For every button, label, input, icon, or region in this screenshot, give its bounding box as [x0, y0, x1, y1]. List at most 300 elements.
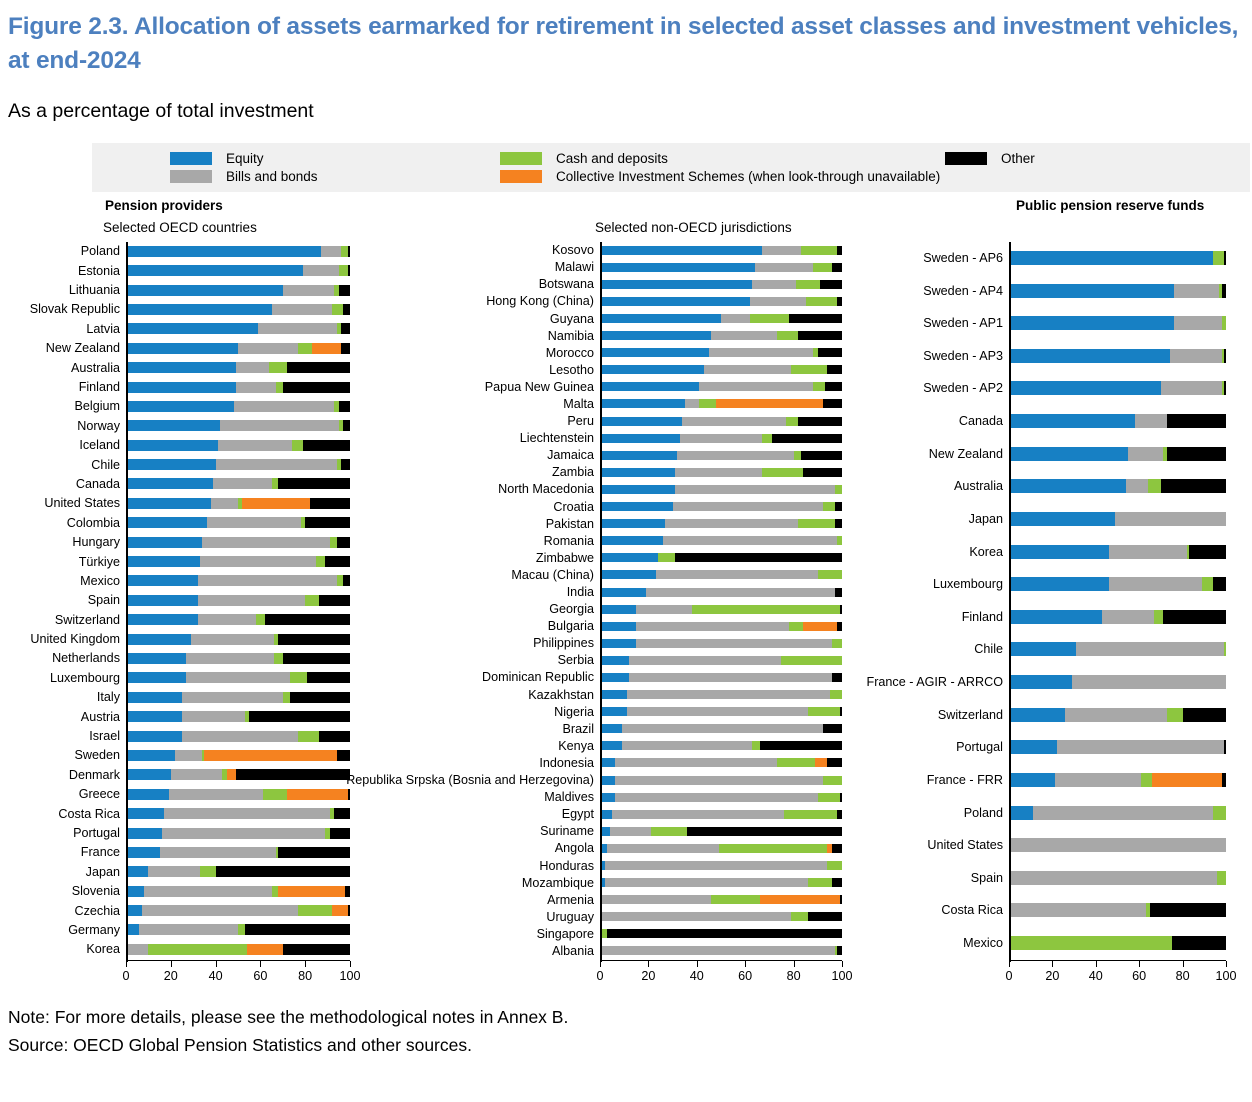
bar-segment-equity [600, 707, 627, 716]
bar-segment-equity [126, 556, 200, 567]
bar-row [350, 602, 842, 617]
category-label: Portugal [73, 826, 120, 840]
bar-segment-equity [126, 769, 171, 780]
legend [92, 143, 1250, 192]
bar-segment-other [798, 331, 842, 340]
bar-segment-bills-and-bonds [202, 537, 330, 548]
bar-row [842, 381, 1226, 396]
bar-segment-cash-and-deposits [1222, 316, 1226, 330]
bar-row [30, 942, 350, 957]
bar-track [126, 886, 350, 897]
bar-segment-equity [1009, 610, 1102, 624]
bar-row [30, 690, 350, 705]
bar-segment-cash-and-deposits [813, 263, 832, 272]
bar-segment-bills-and-bonds [1102, 610, 1154, 624]
bar-segment-bills-and-bonds [1109, 545, 1187, 559]
legend-item-bills-and-bonds [170, 169, 500, 184]
bar-row [842, 577, 1226, 592]
bar-track [600, 570, 842, 579]
category-label: Netherlands [52, 651, 120, 666]
bar-track [126, 828, 350, 839]
legend-label: Collective Investment Schemes (when look-through unavailable) [556, 169, 941, 185]
category-label: Switzerland [937, 707, 1003, 722]
category-label: Slovenia [71, 884, 120, 899]
bar-segment-cash-and-deposits [298, 343, 311, 354]
bar-segment-cash-and-deposits [827, 861, 842, 870]
bar-segment-cis [716, 399, 822, 408]
x-axis [1009, 960, 1226, 967]
bar-segment-other [1150, 903, 1226, 917]
bar-track [1009, 642, 1226, 656]
legend-label: Other [1001, 151, 1035, 167]
bar-segment-bills-and-bonds [144, 886, 272, 897]
bar-segment-cash-and-deposits [316, 556, 325, 567]
bar-segment-bills-and-bonds [615, 758, 777, 767]
x-tick-label: 80 [1175, 968, 1190, 983]
bar-segment-equity [126, 304, 272, 315]
bar-segment-bills-and-bonds [207, 517, 301, 528]
bar-track [1009, 871, 1226, 885]
category-label: Korea [969, 544, 1003, 559]
bar-track [600, 297, 842, 306]
bar-segment-equity [1009, 447, 1128, 461]
note-text: Note: For more details, please see the methodological notes in Annex B. [8, 1006, 569, 1027]
bar-segment-bills-and-bonds [186, 672, 289, 683]
category-label: Namibia [547, 328, 594, 343]
legend-swatch-equity [170, 152, 212, 165]
category-label: Canada [75, 476, 120, 491]
bar-segment-bills-and-bonds [1109, 577, 1202, 591]
bar-segment-bills-and-bonds [218, 440, 292, 451]
bar-segment-bills-and-bonds [755, 263, 813, 272]
bar-segment-other [341, 343, 350, 354]
bar-segment-equity [600, 434, 680, 443]
bar-segment-cash-and-deposits [796, 280, 820, 289]
bar-segment-other [278, 478, 350, 489]
bar-row [30, 360, 350, 375]
category-label: Zimbabwe [535, 550, 594, 565]
bar-segment-other [283, 382, 350, 393]
bar-segment-other [835, 502, 842, 511]
category-label: Serbia [557, 653, 594, 668]
bar-segment-equity [1009, 740, 1057, 754]
category-label: Costa Rica [941, 903, 1003, 918]
bar-segment-other [303, 440, 350, 451]
bar-row [842, 740, 1226, 755]
bar-segment-bills-and-bonds [200, 556, 316, 567]
category-label: New Zealand [928, 446, 1003, 461]
category-label: Mexico [963, 936, 1003, 951]
bar-segment-bills-and-bonds [709, 348, 813, 357]
bar-row [842, 544, 1226, 559]
bar-segment-bills-and-bonds [711, 331, 776, 340]
bar-track [126, 498, 350, 509]
category-label: Denmark [68, 767, 120, 782]
category-label: Estonia [77, 263, 120, 278]
bar-segment-bills-and-bonds [186, 653, 273, 664]
bar-track [126, 847, 350, 858]
category-label: Georgia [549, 602, 594, 617]
bar-track [1009, 284, 1226, 298]
bar-segment-cash-and-deposits [339, 265, 348, 276]
bar-segment-equity [600, 793, 615, 802]
bar-segment-equity [126, 498, 211, 509]
bar-segment-cash-and-deposits [777, 758, 816, 767]
bar-row [30, 535, 350, 550]
bar-track [126, 769, 350, 780]
bar-segment-equity [126, 537, 202, 548]
bar-row [350, 738, 842, 753]
bar-segment-cash-and-deposits [699, 399, 716, 408]
bar-segment-other [325, 556, 350, 567]
bar-segment-equity [1009, 349, 1170, 363]
bar-segment-other [249, 711, 350, 722]
category-label: Canada [958, 414, 1003, 429]
bar-segment-bills-and-bonds [258, 323, 336, 334]
bar-segment-bills-and-bonds [636, 605, 692, 614]
bar-track [1009, 936, 1226, 950]
bar-segment-other [287, 362, 350, 373]
bar-row [350, 892, 842, 907]
bar-segment-other [827, 758, 842, 767]
bar-row [350, 636, 842, 651]
bar-segment-equity [600, 502, 673, 511]
category-label: United Kingdom [30, 632, 120, 647]
bar-track [600, 314, 842, 323]
bar-segment-equity [126, 575, 198, 586]
category-label: Kenya [558, 738, 594, 753]
bar-segment-equity [1009, 773, 1055, 787]
figure-subtitle: As a percentage of total investment [8, 99, 314, 122]
bar-row [30, 593, 350, 608]
bar-segment-other [827, 365, 842, 374]
bar-segment-bills-and-bonds [1115, 512, 1226, 526]
category-label: Jamaica [547, 448, 594, 463]
bar-row [350, 807, 842, 822]
bar-segment-bills-and-bonds [605, 861, 828, 870]
header-selected-non-oecd-jurisdictions: Selected non-OECD jurisdictions [595, 219, 792, 235]
bar-segment-equity [1009, 512, 1115, 526]
bar-row [842, 903, 1226, 918]
category-label: Iceland [79, 438, 120, 453]
bar-segment-equity [126, 905, 142, 916]
bar-track [600, 263, 842, 272]
bar-segment-other [803, 468, 842, 477]
bar-row [30, 496, 350, 511]
bar-row [30, 748, 350, 763]
bar-track [600, 912, 842, 921]
bar-segment-cash-and-deposits [1213, 806, 1226, 820]
bar-segment-bills-and-bonds [182, 692, 283, 703]
legend-item-cis [500, 169, 945, 184]
category-label: Liechtenstein [519, 431, 594, 446]
panel-non-oecd-jurisdictions [346, 242, 853, 985]
x-tick-label: 0 [1005, 968, 1013, 983]
bar-segment-cash-and-deposits [818, 793, 840, 802]
bar-segment-bills-and-bonds [677, 451, 793, 460]
bar-segment-equity [600, 622, 636, 631]
bar-row [30, 787, 350, 802]
bar-segment-bills-and-bonds [160, 847, 276, 858]
bar-row [350, 755, 842, 770]
bar-segment-other [1222, 773, 1226, 787]
bar-segment-other [832, 263, 842, 272]
bar-segment-bills-and-bonds [220, 420, 339, 431]
bar-row [842, 250, 1226, 265]
bar-segment-equity [600, 639, 636, 648]
x-tick-label: 40 [208, 968, 223, 983]
bar-segment-bills-and-bonds [636, 622, 788, 631]
bar-row [30, 709, 350, 724]
bar-row [30, 651, 350, 666]
x-labels [122, 967, 361, 985]
bar-track [600, 382, 842, 391]
bar-track [600, 485, 842, 494]
bar-segment-cash-and-deposits [752, 741, 759, 750]
bar-segment-other [343, 420, 350, 431]
bar-segment-cash-and-deposits [832, 639, 842, 648]
bar-row [30, 845, 350, 860]
category-label: France - AGIR - ARRCO [866, 675, 1003, 690]
bar-segment-equity [600, 724, 622, 733]
bar-segment-cash-and-deposits [719, 844, 828, 853]
category-label: Albania [551, 943, 594, 958]
bar-segment-other [305, 517, 350, 528]
category-label: Israel [89, 729, 120, 744]
bar-row [842, 446, 1226, 461]
bar-row [350, 687, 842, 702]
bar-segment-other [310, 498, 350, 509]
bar-segment-bills-and-bonds [656, 570, 818, 579]
bar-track [126, 246, 350, 257]
bar-segment-bills-and-bonds [1033, 806, 1213, 820]
bar-track [126, 285, 350, 296]
bar-segment-equity [126, 866, 148, 877]
category-label: Spain [970, 870, 1003, 885]
bar-track [1009, 414, 1226, 428]
bar-row [842, 414, 1226, 429]
bar-segment-equity [600, 365, 704, 374]
x-tick-label: 80 [298, 968, 313, 983]
bar-segment-cash-and-deposits [256, 614, 265, 625]
bar-segment-other [330, 828, 350, 839]
bar-row [30, 399, 350, 414]
bar-segment-cash-and-deposits [1154, 610, 1163, 624]
bar-row [30, 612, 350, 627]
bar-row [350, 379, 842, 394]
x-tick-label: 60 [1132, 968, 1147, 983]
bar-segment-cash-and-deposits [806, 297, 837, 306]
header-public-pension-reserve-funds: Public pension reserve funds [1016, 197, 1205, 213]
bar-segment-cash-and-deposits [818, 570, 842, 579]
bar-segment-equity [126, 828, 162, 839]
bar-segment-bills-and-bonds [182, 711, 245, 722]
bar-track [600, 707, 842, 716]
bar-segment-cash-and-deposits [762, 434, 772, 443]
category-label: Honduras [539, 858, 594, 873]
bar-segment-cis [227, 769, 236, 780]
bar-row [350, 482, 842, 497]
bar-segment-equity [126, 323, 258, 334]
category-label: Peru [567, 414, 594, 429]
bar-segment-other [319, 731, 350, 742]
bar-segment-bills-and-bonds [612, 810, 784, 819]
bar-row [30, 903, 350, 918]
bar-segment-cash-and-deposits [332, 304, 343, 315]
bar-segment-bills-and-bonds [211, 498, 238, 509]
bar-segment-bills-and-bonds [1126, 479, 1148, 493]
bar-track [126, 944, 350, 955]
bar-track [126, 556, 350, 567]
panel-public-pension-reserve-funds [842, 242, 1237, 985]
category-label: New Zealand [45, 341, 120, 356]
category-label: Lithuania [68, 283, 120, 298]
bar-segment-bills-and-bonds [675, 468, 762, 477]
bar-track [1009, 806, 1226, 820]
bar-track [1009, 838, 1226, 852]
bar-row [842, 479, 1226, 494]
bar-segment-bills-and-bonds [182, 731, 298, 742]
bar-row [350, 294, 842, 309]
bar-segment-cash-and-deposits [830, 690, 842, 699]
bar-segment-equity [1009, 806, 1033, 820]
category-label: Dominican Republic [482, 670, 594, 685]
bar-segment-other [687, 827, 842, 836]
category-label: Angola [554, 841, 594, 856]
bar-segment-cash-and-deposits [148, 944, 247, 955]
bar-row [350, 311, 842, 326]
category-label: United States [927, 838, 1003, 853]
bar-row [842, 805, 1226, 820]
category-label: Sweden [74, 748, 120, 763]
bar-track [1009, 708, 1226, 722]
x-tick-label: 40 [1088, 968, 1103, 983]
category-label: Zambia [552, 465, 594, 480]
bar-track [600, 724, 842, 733]
bar-row [30, 767, 350, 782]
bar-segment-bills-and-bonds [128, 944, 148, 955]
bar-segment-other [835, 588, 842, 597]
legend-swatch-cis [500, 170, 542, 183]
bar-segment-equity [126, 731, 182, 742]
bar-segment-equity [126, 653, 186, 664]
bar-segment-other [337, 750, 350, 761]
category-label: Colombia [66, 515, 120, 530]
bar-segment-cash-and-deposits [1009, 936, 1172, 950]
bar-row [350, 926, 842, 941]
bar-segment-equity [126, 692, 182, 703]
bar-row [30, 826, 350, 841]
bar-segment-bills-and-bonds [600, 895, 711, 904]
bar-row [842, 675, 1226, 690]
bar-segment-equity [1009, 545, 1109, 559]
bar-row [350, 448, 842, 463]
bar-segment-cash-and-deposits [823, 776, 842, 785]
bar-segment-equity [126, 711, 182, 722]
bar-segment-bills-and-bonds [283, 285, 335, 296]
bar-segment-cash-and-deposits [298, 905, 332, 916]
bar-row [350, 841, 842, 856]
bar-segment-bills-and-bonds [1076, 642, 1224, 656]
bar-segment-other [339, 285, 350, 296]
bar-segment-bills-and-bonds [629, 656, 781, 665]
bar-segment-bills-and-bonds [175, 750, 202, 761]
x-axis [600, 960, 842, 967]
bar-segment-other [832, 878, 842, 887]
bar-segment-equity [600, 280, 752, 289]
bar-row [346, 773, 842, 788]
bar-segment-cash-and-deposits [1148, 479, 1161, 493]
bar-row [350, 414, 842, 429]
x-tick-label: 100 [339, 968, 361, 983]
x-tick-label: 0 [122, 968, 130, 983]
bar-row [30, 321, 350, 336]
bar-track [126, 362, 350, 373]
bar-track [126, 750, 350, 761]
category-label: Czechia [74, 903, 120, 918]
category-label: Korea [86, 942, 120, 957]
bar-row [350, 345, 842, 360]
category-label: Malawi [554, 260, 594, 275]
bar-track [126, 905, 350, 916]
bar-segment-bills-and-bonds [685, 399, 700, 408]
bar-segment-bills-and-bonds [675, 485, 835, 494]
bar-track [126, 382, 350, 393]
bar-track [126, 808, 350, 819]
bar-track [600, 365, 842, 374]
bar-row [350, 243, 842, 258]
bar-segment-bills-and-bonds [198, 595, 306, 606]
bar-track [126, 789, 350, 800]
x-tick-label: 20 [1045, 968, 1060, 983]
bar-segment-cash-and-deposits [786, 417, 798, 426]
bar-track [600, 758, 842, 767]
category-label: Mozambique [521, 875, 594, 890]
bar-segment-other [823, 724, 842, 733]
bar-segment-other [760, 741, 842, 750]
bar-segment-equity [126, 924, 139, 935]
bar-row [350, 328, 842, 343]
category-label: Lesotho [549, 362, 594, 377]
bar-track [126, 575, 350, 586]
bar-segment-other [283, 653, 350, 664]
bar-segment-equity [600, 588, 646, 597]
category-label: Suriname [540, 824, 594, 839]
bar-segment-bills-and-bonds [704, 365, 791, 374]
bar-row [30, 573, 350, 588]
bar-segment-bills-and-bonds [142, 905, 299, 916]
bar-track [126, 343, 350, 354]
bar-segment-equity [126, 634, 191, 645]
category-label: Japan [968, 511, 1003, 526]
bar-segment-equity [1009, 675, 1072, 689]
bar-segment-bills-and-bonds [1128, 447, 1163, 461]
bar-track [600, 895, 842, 904]
bar-row [350, 465, 842, 480]
bar-segment-cash-and-deposits [801, 246, 837, 255]
bar-segment-bills-and-bonds [646, 588, 835, 597]
legend-label: Equity [226, 151, 264, 167]
bar-segment-bills-and-bonds [236, 362, 270, 373]
category-label: Guyana [549, 311, 594, 326]
bar-track [1009, 316, 1226, 330]
category-label: Morocco [545, 345, 594, 360]
bar-row [350, 653, 842, 668]
category-label: Armenia [547, 892, 594, 907]
bar-segment-equity [600, 246, 762, 255]
charts-area [30, 242, 1252, 985]
bar-segment-cis [247, 944, 283, 955]
